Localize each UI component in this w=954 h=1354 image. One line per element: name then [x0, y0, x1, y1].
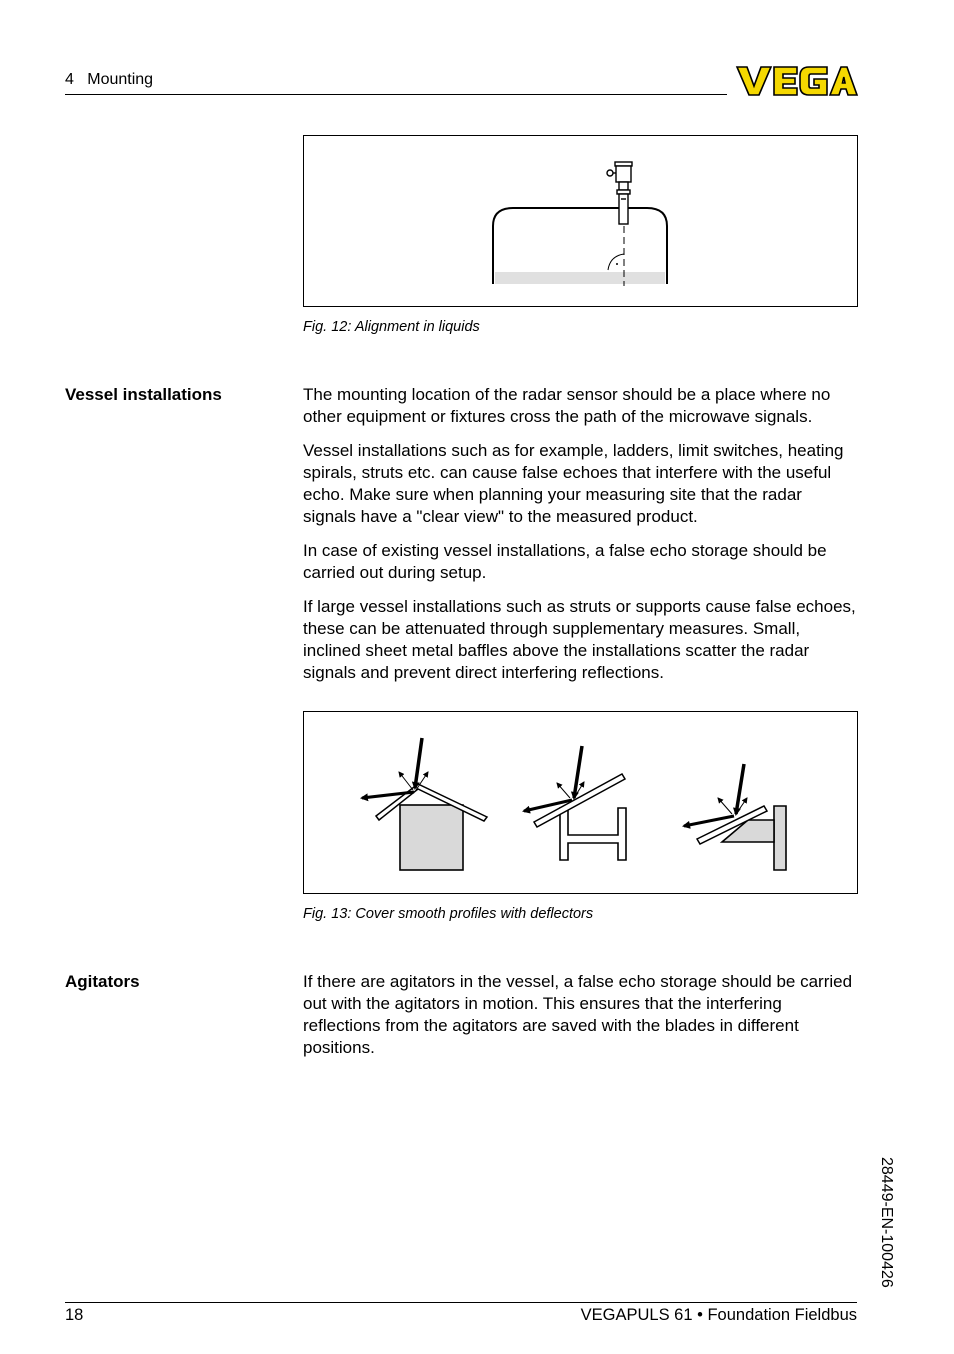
page-number: 18: [65, 1306, 84, 1324]
vega-logo-icon: [735, 64, 859, 98]
document-id: 28449-EN-100426: [878, 1157, 895, 1288]
paragraph: If there are agitators in the vessel, a false echo storage should be carried out with the agitators in motion. This ensures that the interfering reflections from the agitators are saved with the blades in different positions.: [303, 972, 853, 1057]
running-header-section: 4 Mounting: [65, 71, 154, 88]
t-profile-deflector-icon: [684, 764, 786, 870]
figure-cover-smooth-profiles: [303, 711, 858, 894]
paragraph: If large vessel installations such as struts or supports cause false echoes, these can be attenuated through supplementary measures. Small, inclined sheet metal baffles above the installations scatter the radar signals and prevent direct interfering reflections.: [303, 597, 856, 682]
liquid-surface: [495, 272, 665, 284]
agitators-body: [303, 971, 859, 1071]
footer-rule: [65, 1302, 857, 1303]
right-angle-mark: [608, 254, 624, 270]
vega-logo: [735, 64, 859, 98]
radar-sensor-icon: [607, 162, 632, 224]
paragraph: In case of existing vessel installations, a false echo storage should be carried out during setup.: [303, 541, 827, 582]
vessel-installations-body: [303, 384, 859, 696]
paragraph: Vessel installations such as for example, ladders, limit switches, heating spirals, struts etc. can cause false echoes that interfere with the useful echo. Make sure when planning your measuring site that the radar signals have a "clear view" to the measured product.: [303, 441, 844, 526]
paragraph: The mounting location of the radar sensor should be a place where no other equipment or fixtures cross the path of the microwave signals.: [303, 385, 831, 426]
figure-12-caption: Fig. 12: Alignment in liquids: [303, 319, 480, 335]
agitators-heading: Agitators: [65, 972, 140, 991]
header-rule: [65, 94, 727, 95]
document-title: VEGAPULS 61 • Foundation Fieldbus: [580, 1306, 857, 1324]
figure-13-caption: Fig. 13: Cover smooth profiles with deflectors: [303, 906, 594, 922]
figure-alignment-in-liquids: [303, 135, 858, 307]
vessel-installations-heading: Vessel installations: [65, 385, 222, 404]
box-profile-deflector-icon: [362, 738, 487, 870]
i-beam-deflector-icon: [524, 746, 626, 860]
